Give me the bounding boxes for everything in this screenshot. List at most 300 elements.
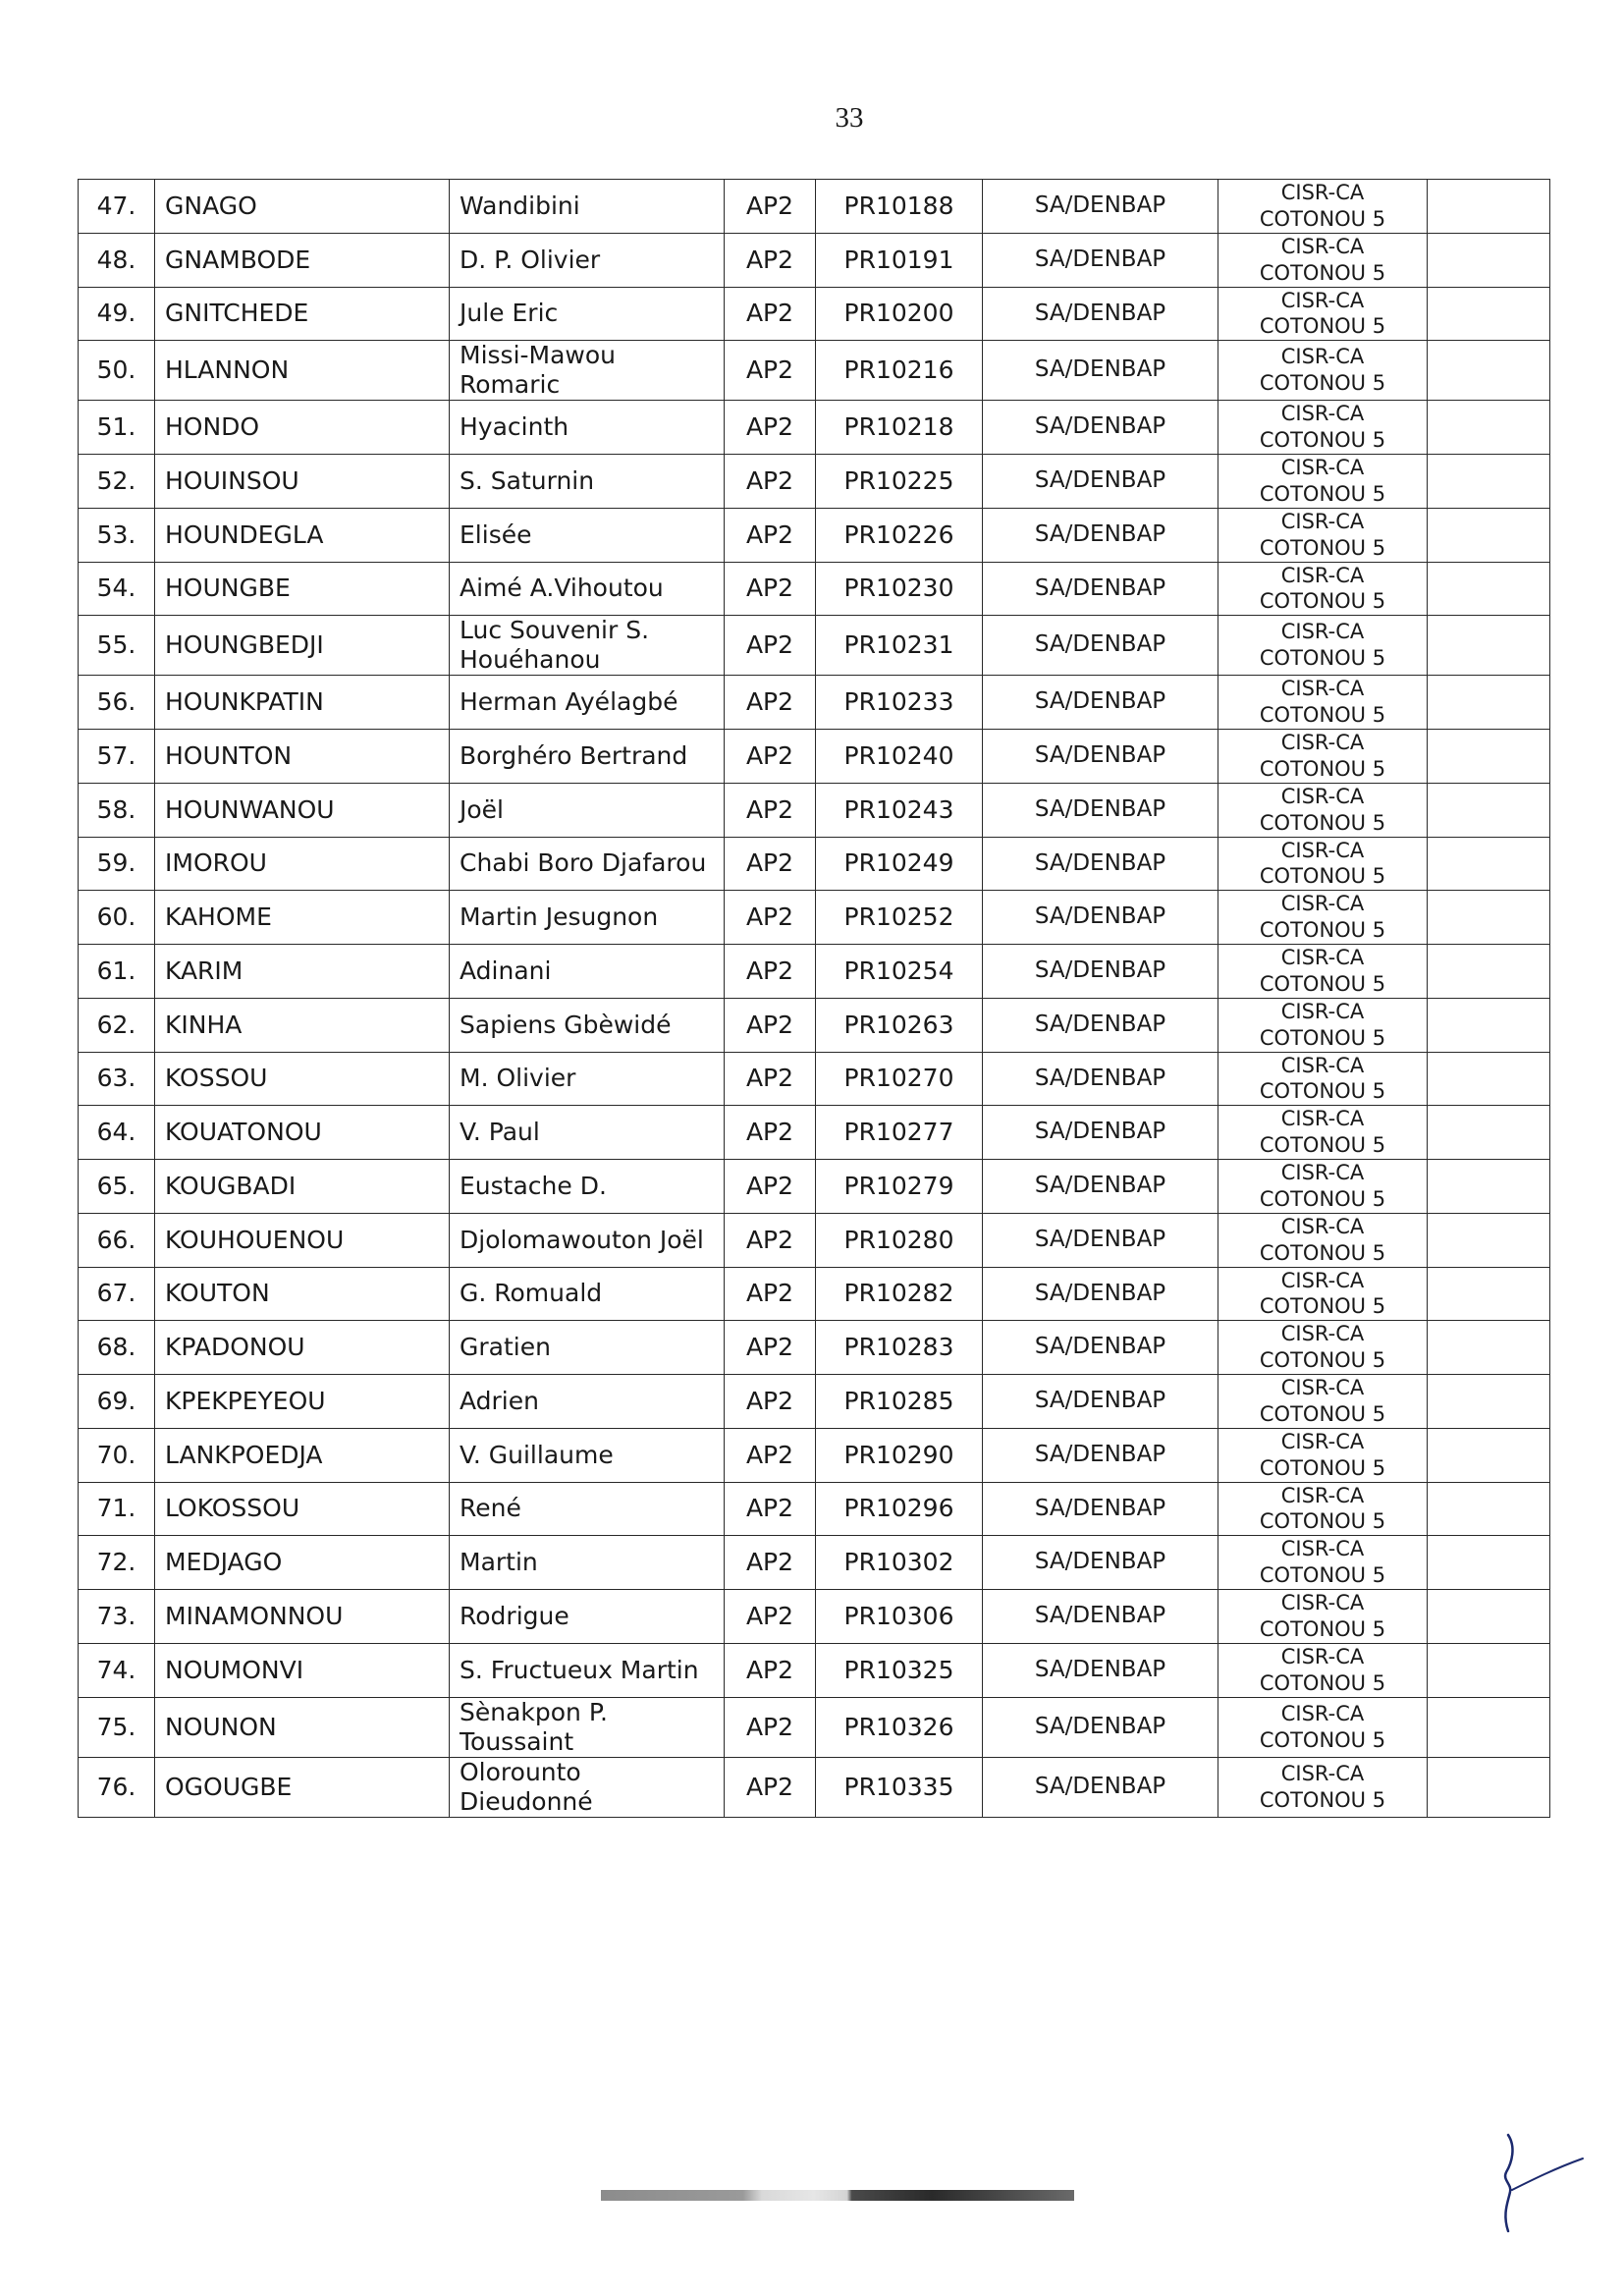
table-row — [79, 1267, 1550, 1321]
affectation-line: COTONOU 5 — [1259, 371, 1386, 396]
affectation-line: COTONOU 5 — [1259, 1186, 1386, 1211]
last-name-cell: MINAMONNOU — [155, 1590, 450, 1644]
empty-cell — [1428, 616, 1550, 676]
empty-cell — [1428, 455, 1550, 509]
last-name-cell: HLANNON — [155, 341, 450, 401]
row-number-cell: 64. — [79, 1106, 155, 1160]
statut-cell: SA/DENBAP — [983, 945, 1218, 999]
statut-cell: SA/DENBAP — [983, 1482, 1218, 1536]
row-number-cell: 74. — [79, 1643, 155, 1697]
last-name-cell: HOUNKPATIN — [155, 676, 450, 730]
row-number-cell: 68. — [79, 1321, 155, 1375]
statut-cell: SA/DENBAP — [983, 1643, 1218, 1697]
row-number-cell: 75. — [79, 1697, 155, 1757]
row-number-cell: 59. — [79, 837, 155, 891]
affectation-cell — [1218, 1536, 1428, 1590]
grade-cell: AP2 — [725, 616, 816, 676]
affectation-cell — [1218, 1160, 1428, 1214]
affectation-cell — [1218, 401, 1428, 455]
row-number-cell: 47. — [79, 180, 155, 234]
empty-cell — [1428, 998, 1550, 1052]
affectation-line: COTONOU 5 — [1259, 589, 1386, 614]
table-body — [79, 180, 1550, 1818]
grade-cell: AP2 — [725, 287, 816, 341]
affectation-line: COTONOU 5 — [1259, 1455, 1386, 1480]
matricule-cell: PR10279 — [816, 1160, 983, 1214]
matricule-cell: PR10226 — [816, 508, 983, 562]
empty-cell — [1428, 233, 1550, 287]
matricule-cell: PR10285 — [816, 1375, 983, 1429]
first-names-cell: Gratien — [450, 1321, 725, 1375]
affectation-line: COTONOU 5 — [1259, 703, 1386, 728]
affectation-line: COTONOU 5 — [1259, 206, 1386, 231]
grade-cell: AP2 — [725, 341, 816, 401]
grade-cell: AP2 — [725, 1106, 816, 1160]
affectation-line: COTONOU 5 — [1259, 1727, 1386, 1752]
empty-cell — [1428, 1482, 1550, 1536]
grade-cell: AP2 — [725, 233, 816, 287]
matricule-cell: PR10225 — [816, 455, 983, 509]
first-names-cell: Luc Souvenir S. Houéhanou — [450, 616, 725, 676]
affectation-cell — [1218, 562, 1428, 616]
matricule-cell: PR10216 — [816, 341, 983, 401]
affectation-line: COTONOU 5 — [1259, 1294, 1386, 1319]
grade-cell: AP2 — [725, 945, 816, 999]
row-number-cell: 69. — [79, 1375, 155, 1429]
last-name-cell: KAHOME — [155, 891, 450, 945]
table-row — [79, 837, 1550, 891]
first-names-cell: V. Guillaume — [450, 1428, 725, 1482]
row-number-cell: 58. — [79, 783, 155, 837]
empty-cell — [1428, 341, 1550, 401]
affectation-cell — [1218, 233, 1428, 287]
affectation-line: CISR-CA — [1280, 1429, 1365, 1453]
table-row — [79, 998, 1550, 1052]
last-name-cell: GNITCHEDE — [155, 287, 450, 341]
affectation-cell — [1218, 508, 1428, 562]
empty-cell — [1428, 1590, 1550, 1644]
row-number-cell: 61. — [79, 945, 155, 999]
statut-cell: SA/DENBAP — [983, 616, 1218, 676]
affectation-cell — [1218, 891, 1428, 945]
empty-cell — [1428, 1321, 1550, 1375]
affectation-cell — [1218, 1428, 1428, 1482]
empty-cell — [1428, 287, 1550, 341]
matricule-cell: PR10283 — [816, 1321, 983, 1375]
table-row — [79, 1536, 1550, 1590]
statut-cell: SA/DENBAP — [983, 1590, 1218, 1644]
affectation-line: COTONOU 5 — [1259, 646, 1386, 671]
table-row — [79, 1428, 1550, 1482]
matricule-cell: PR10335 — [816, 1757, 983, 1817]
table-row — [79, 1375, 1550, 1429]
grade-cell: AP2 — [725, 1590, 816, 1644]
first-names-cell: S. Fructueux Martin — [450, 1643, 725, 1697]
affectation-line: CISR-CA — [1280, 1268, 1365, 1292]
matricule-cell: PR10231 — [816, 616, 983, 676]
table-row — [79, 1106, 1550, 1160]
table-row — [79, 1052, 1550, 1106]
grade-cell: AP2 — [725, 508, 816, 562]
affectation-line: COTONOU 5 — [1259, 260, 1386, 285]
first-names-cell: Jule Eric — [450, 287, 725, 341]
affectation-line: CISR-CA — [1280, 1644, 1365, 1668]
last-name-cell: GNAGO — [155, 180, 450, 234]
table-row — [79, 341, 1550, 401]
affectation-line: CISR-CA — [1280, 563, 1365, 587]
empty-cell — [1428, 1375, 1550, 1429]
grade-cell: AP2 — [725, 783, 816, 837]
table-row — [79, 1213, 1550, 1267]
first-names-cell: S. Saturnin — [450, 455, 725, 509]
matricule-cell: PR10280 — [816, 1213, 983, 1267]
first-names-cell: V. Paul — [450, 1106, 725, 1160]
statut-cell: SA/DENBAP — [983, 730, 1218, 784]
first-names-cell: Sapiens Gbèwidé — [450, 998, 725, 1052]
grade-cell: AP2 — [725, 1052, 816, 1106]
affectation-cell — [1218, 1106, 1428, 1160]
affectation-cell — [1218, 837, 1428, 891]
affectation-line: COTONOU 5 — [1259, 1240, 1386, 1265]
row-number-cell: 65. — [79, 1160, 155, 1214]
grade-cell: AP2 — [725, 401, 816, 455]
first-names-cell: G. Romuald — [450, 1267, 725, 1321]
matricule-cell: PR10325 — [816, 1643, 983, 1697]
affectation-cell — [1218, 1482, 1428, 1536]
affectation-line: CISR-CA — [1280, 509, 1365, 533]
statut-cell: SA/DENBAP — [983, 562, 1218, 616]
affectation-cell — [1218, 1590, 1428, 1644]
empty-cell — [1428, 1643, 1550, 1697]
empty-cell — [1428, 891, 1550, 945]
last-name-cell: KOUHOUENOU — [155, 1213, 450, 1267]
statut-cell: SA/DENBAP — [983, 287, 1218, 341]
matricule-cell: PR10302 — [816, 1536, 983, 1590]
table-row — [79, 1321, 1550, 1375]
table-row — [79, 891, 1550, 945]
affectation-line: CISR-CA — [1280, 892, 1365, 916]
last-name-cell: HOUNGBEDJI — [155, 616, 450, 676]
grade-cell: AP2 — [725, 1643, 816, 1697]
row-number-cell: 76. — [79, 1757, 155, 1817]
empty-cell — [1428, 945, 1550, 999]
affectation-line: CISR-CA — [1280, 731, 1365, 754]
affectation-line: COTONOU 5 — [1259, 810, 1386, 835]
table-row — [79, 180, 1550, 234]
grade-cell: AP2 — [725, 730, 816, 784]
empty-cell — [1428, 1757, 1550, 1817]
affectation-line: CISR-CA — [1280, 181, 1365, 204]
last-name-cell: HONDO — [155, 401, 450, 455]
statut-cell: SA/DENBAP — [983, 1106, 1218, 1160]
affectation-line: COTONOU 5 — [1259, 314, 1386, 339]
first-names-cell: Olorounto Dieudonné — [450, 1757, 725, 1817]
row-number-cell: 50. — [79, 341, 155, 401]
table-row — [79, 616, 1550, 676]
grade-cell: AP2 — [725, 676, 816, 730]
affectation-cell — [1218, 1697, 1428, 1757]
grade-cell: AP2 — [725, 1757, 816, 1817]
table-row — [79, 1757, 1550, 1817]
affectation-line: CISR-CA — [1280, 1376, 1365, 1399]
last-name-cell: KOSSOU — [155, 1052, 450, 1106]
affectation-line: COTONOU 5 — [1259, 1509, 1386, 1534]
affectation-line: COTONOU 5 — [1259, 864, 1386, 889]
affectation-line: COTONOU 5 — [1259, 1401, 1386, 1426]
affectation-line: CISR-CA — [1280, 402, 1365, 426]
matricule-cell: PR10191 — [816, 233, 983, 287]
last-name-cell: KOUGBADI — [155, 1160, 450, 1214]
statut-cell: SA/DENBAP — [983, 233, 1218, 287]
last-name-cell: KOUATONOU — [155, 1106, 450, 1160]
first-names-cell: D. P. Olivier — [450, 233, 725, 287]
grade-cell: AP2 — [725, 1536, 816, 1590]
first-names-cell: Hyacinth — [450, 401, 725, 455]
matricule-cell: PR10277 — [816, 1106, 983, 1160]
row-number-cell: 52. — [79, 455, 155, 509]
row-number-cell: 57. — [79, 730, 155, 784]
first-names-cell: Eustache D. — [450, 1160, 725, 1214]
affectation-line: CISR-CA — [1280, 1322, 1365, 1346]
last-name-cell: NOUMONVI — [155, 1643, 450, 1697]
table-row — [79, 287, 1550, 341]
matricule-cell: PR10270 — [816, 1052, 983, 1106]
last-name-cell: HOUNWANOU — [155, 783, 450, 837]
statut-cell: SA/DENBAP — [983, 1536, 1218, 1590]
table-row — [79, 1697, 1550, 1757]
affectation-line: CISR-CA — [1280, 1591, 1365, 1614]
affectation-line: COTONOU 5 — [1259, 1025, 1386, 1050]
affectation-cell — [1218, 1052, 1428, 1106]
affectation-cell — [1218, 676, 1428, 730]
row-number-cell: 63. — [79, 1052, 155, 1106]
statut-cell: SA/DENBAP — [983, 783, 1218, 837]
affectation-cell — [1218, 455, 1428, 509]
grade-cell: AP2 — [725, 1321, 816, 1375]
grade-cell: AP2 — [725, 1482, 816, 1536]
affectation-line: CISR-CA — [1280, 1483, 1365, 1507]
affectation-line: COTONOU 5 — [1259, 1616, 1386, 1641]
row-number-cell: 48. — [79, 233, 155, 287]
empty-cell — [1428, 1106, 1550, 1160]
row-number-cell: 66. — [79, 1213, 155, 1267]
statut-cell: SA/DENBAP — [983, 998, 1218, 1052]
grade-cell: AP2 — [725, 455, 816, 509]
affectation-line: COTONOU 5 — [1259, 1079, 1386, 1104]
matricule-cell: PR10218 — [816, 401, 983, 455]
grade-cell: AP2 — [725, 891, 816, 945]
affectation-cell — [1218, 945, 1428, 999]
table-row — [79, 233, 1550, 287]
table-row — [79, 1482, 1550, 1536]
grade-cell: AP2 — [725, 562, 816, 616]
matricule-cell: PR10200 — [816, 287, 983, 341]
first-names-cell: Herman Ayélagbé — [450, 676, 725, 730]
row-number-cell: 72. — [79, 1536, 155, 1590]
first-names-cell: Aimé A.Vihoutou — [450, 562, 725, 616]
matricule-cell: PR10282 — [816, 1267, 983, 1321]
statut-cell: SA/DENBAP — [983, 837, 1218, 891]
table-row — [79, 730, 1550, 784]
empty-cell — [1428, 730, 1550, 784]
first-names-cell: Sènakpon P. Toussaint — [450, 1697, 725, 1757]
matricule-cell: PR10240 — [816, 730, 983, 784]
row-number-cell: 55. — [79, 616, 155, 676]
statut-cell: SA/DENBAP — [983, 401, 1218, 455]
affectation-line: COTONOU 5 — [1259, 535, 1386, 560]
last-name-cell: HOUNDEGLA — [155, 508, 450, 562]
affectation-cell — [1218, 180, 1428, 234]
first-names-cell: Martin Jesugnon — [450, 891, 725, 945]
statut-cell: SA/DENBAP — [983, 455, 1218, 509]
affectation-line: CISR-CA — [1280, 1701, 1365, 1725]
table-row — [79, 1590, 1550, 1644]
statut-cell: SA/DENBAP — [983, 1160, 1218, 1214]
last-name-cell: NOUNON — [155, 1697, 450, 1757]
table-row — [79, 401, 1550, 455]
affectation-line: COTONOU 5 — [1259, 481, 1386, 506]
last-name-cell: KARIM — [155, 945, 450, 999]
row-number-cell: 73. — [79, 1590, 155, 1644]
affectation-line: COTONOU 5 — [1259, 428, 1386, 453]
grade-cell: AP2 — [725, 1428, 816, 1482]
empty-cell — [1428, 508, 1550, 562]
empty-cell — [1428, 1052, 1550, 1106]
affectation-line: COTONOU 5 — [1259, 971, 1386, 996]
empty-cell — [1428, 562, 1550, 616]
affectation-line: COTONOU 5 — [1259, 1348, 1386, 1373]
affectation-cell — [1218, 616, 1428, 676]
row-number-cell: 70. — [79, 1428, 155, 1482]
statut-cell: SA/DENBAP — [983, 676, 1218, 730]
grade-cell: AP2 — [725, 837, 816, 891]
affectation-line: CISR-CA — [1280, 1214, 1365, 1238]
grade-cell: AP2 — [725, 180, 816, 234]
affectation-line: CISR-CA — [1280, 784, 1365, 808]
row-number-cell: 53. — [79, 508, 155, 562]
first-names-cell: Martin — [450, 1536, 725, 1590]
row-number-cell: 49. — [79, 287, 155, 341]
affectation-line: CISR-CA — [1280, 1537, 1365, 1561]
matricule-cell: PR10296 — [816, 1482, 983, 1536]
empty-cell — [1428, 401, 1550, 455]
last-name-cell: LOKOSSOU — [155, 1482, 450, 1536]
grade-cell: AP2 — [725, 1267, 816, 1321]
affectation-cell — [1218, 783, 1428, 837]
grade-cell: AP2 — [725, 998, 816, 1052]
statut-cell: SA/DENBAP — [983, 1428, 1218, 1482]
affectation-line: CISR-CA — [1280, 1161, 1365, 1184]
last-name-cell: OGOUGBE — [155, 1757, 450, 1817]
affectation-cell — [1218, 341, 1428, 401]
first-names-cell: Elisée — [450, 508, 725, 562]
statut-cell: SA/DENBAP — [983, 1757, 1218, 1817]
affectation-cell — [1218, 1213, 1428, 1267]
affectation-line: COTONOU 5 — [1259, 1133, 1386, 1158]
affectation-cell — [1218, 998, 1428, 1052]
affectation-line: CISR-CA — [1280, 1053, 1365, 1077]
empty-cell — [1428, 1428, 1550, 1482]
row-number-cell: 62. — [79, 998, 155, 1052]
first-names-cell: Wandibini — [450, 180, 725, 234]
affectation-cell — [1218, 1375, 1428, 1429]
first-names-cell: Djolomawouton Joël — [450, 1213, 725, 1267]
matricule-cell: PR10326 — [816, 1697, 983, 1757]
statut-cell: SA/DENBAP — [983, 341, 1218, 401]
affectation-line: CISR-CA — [1280, 946, 1365, 969]
handwritten-signature-mark — [1473, 2129, 1591, 2237]
row-number-cell: 51. — [79, 401, 155, 455]
table-row — [79, 1643, 1550, 1697]
empty-cell — [1428, 676, 1550, 730]
first-names-cell: René — [450, 1482, 725, 1536]
empty-cell — [1428, 1213, 1550, 1267]
empty-cell — [1428, 837, 1550, 891]
last-name-cell: KPADONOU — [155, 1321, 450, 1375]
row-number-cell: 67. — [79, 1267, 155, 1321]
table-row — [79, 783, 1550, 837]
affectation-line: CISR-CA — [1280, 620, 1365, 644]
statut-cell: SA/DENBAP — [983, 1052, 1218, 1106]
empty-cell — [1428, 1267, 1550, 1321]
first-names-cell: Joël — [450, 783, 725, 837]
first-names-cell: Rodrigue — [450, 1590, 725, 1644]
matricule-cell: PR10306 — [816, 1590, 983, 1644]
matricule-cell: PR10243 — [816, 783, 983, 837]
affectation-line: COTONOU 5 — [1259, 1670, 1386, 1695]
last-name-cell: KPEKPEYEOU — [155, 1375, 450, 1429]
affectation-cell — [1218, 1757, 1428, 1817]
statut-cell: SA/DENBAP — [983, 1697, 1218, 1757]
statut-cell: SA/DENBAP — [983, 1213, 1218, 1267]
page-number: 33 — [835, 102, 864, 134]
first-names-cell: Adinani — [450, 945, 725, 999]
matricule-cell: PR10263 — [816, 998, 983, 1052]
grade-cell: AP2 — [725, 1160, 816, 1214]
first-names-cell: Missi-Mawou Romaric — [450, 341, 725, 401]
personnel-table — [78, 179, 1550, 1818]
table-row — [79, 676, 1550, 730]
table-row — [79, 455, 1550, 509]
grade-cell: AP2 — [725, 1213, 816, 1267]
affectation-line: COTONOU 5 — [1259, 918, 1386, 943]
table-row — [79, 945, 1550, 999]
first-names-cell: Adrien — [450, 1375, 725, 1429]
affectation-line: CISR-CA — [1280, 456, 1365, 479]
grade-cell: AP2 — [725, 1697, 816, 1757]
affectation-line: COTONOU 5 — [1259, 756, 1386, 781]
table-row — [79, 1160, 1550, 1214]
last-name-cell: HOUNGBE — [155, 562, 450, 616]
affectation-line: COTONOU 5 — [1259, 1563, 1386, 1588]
affectation-cell — [1218, 1321, 1428, 1375]
affectation-cell — [1218, 1643, 1428, 1697]
matricule-cell: PR10230 — [816, 562, 983, 616]
row-number-cell: 56. — [79, 676, 155, 730]
first-names-cell: M. Olivier — [450, 1052, 725, 1106]
matricule-cell: PR10252 — [816, 891, 983, 945]
statut-cell: SA/DENBAP — [983, 1267, 1218, 1321]
affectation-line: CISR-CA — [1280, 999, 1365, 1023]
table-row — [79, 508, 1550, 562]
last-name-cell: KOUTON — [155, 1267, 450, 1321]
affectation-line: CISR-CA — [1280, 677, 1365, 701]
last-name-cell: LANKPOEDJA — [155, 1428, 450, 1482]
affectation-line: COTONOU 5 — [1259, 1787, 1386, 1812]
last-name-cell: GNAMBODE — [155, 233, 450, 287]
first-names-cell: Chabi Boro Djafarou — [450, 837, 725, 891]
scan-footer-bar — [601, 2190, 1074, 2201]
